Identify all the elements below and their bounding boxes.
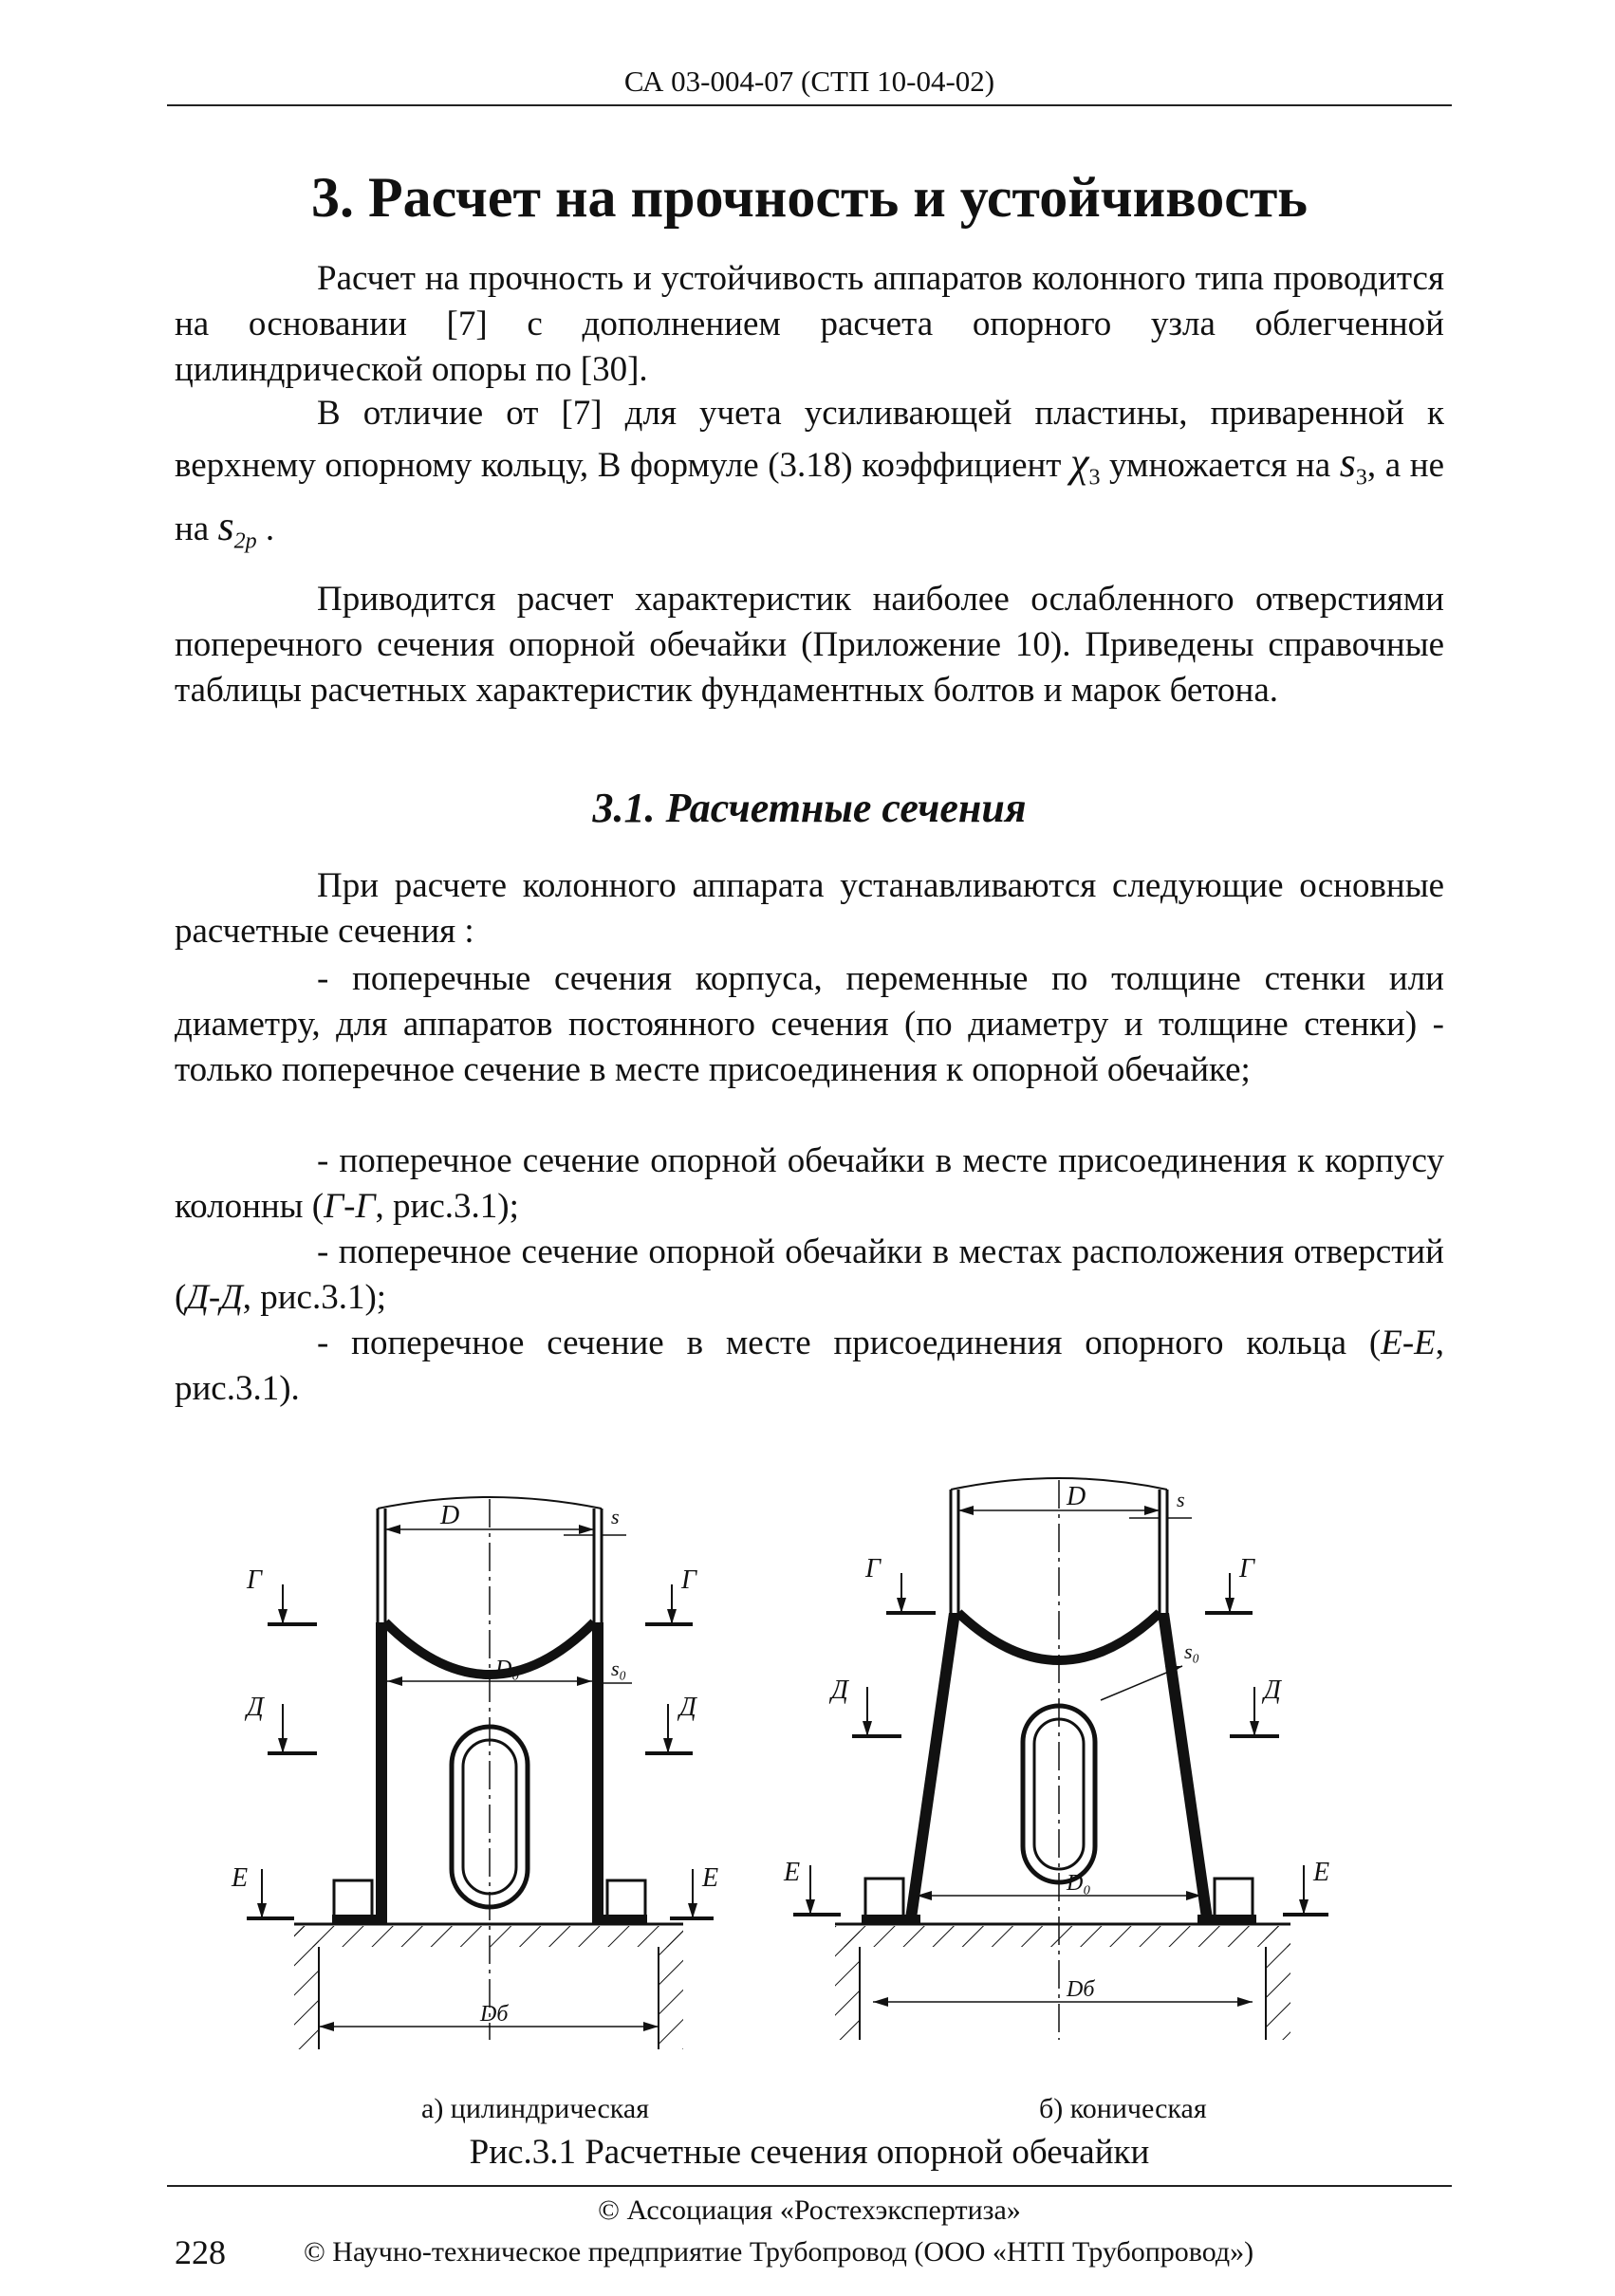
chapter-title: 3. Расчет на прочность и устойчивость: [310, 166, 1309, 229]
section-subtitle: 3.1. Расчетные сечения: [592, 785, 1027, 831]
s2p-subscript: 2p: [233, 528, 257, 554]
svg-text:Д: Д: [831, 1676, 848, 1705]
svg-text:D₀: D₀: [1067, 1871, 1091, 1896]
footer-copyright-1: © Ассоциация «Ростехэкспертиза»: [598, 2194, 1021, 2226]
svg-text:D: D: [440, 1501, 460, 1530]
conical-support-drawing: [783, 1478, 1329, 2040]
svg-text:D₀: D₀: [495, 1657, 520, 1681]
bullet-1-text: - поперечные сечения корпуса, переменные по толщине стенки или диаметру, для аппаратов постоянного сечения (по диаметру и толщине стенки) - только поперечное сечение в месте присоединения к опорной обечайке;: [175, 959, 1444, 1089]
bullet-2-text-a: - поперечное сечение опорной обечайки в месте присоединения к корпусу колонны (: [175, 1141, 1444, 1226]
svg-text:E: E: [1313, 1858, 1330, 1887]
intro-paragraph-2-text-d: .: [256, 509, 275, 549]
s3-symbol: s: [1339, 439, 1356, 486]
svg-text:s₀: s₀: [1184, 1639, 1200, 1663]
bullet-2-text-b: , рис.3.1);: [375, 1187, 519, 1226]
intro-paragraph-2-text-a: В отличие от [7] для учета усиливающей пластины, приваренной к верхнему опорному кольцу, В формуле (3.18) коэффициент: [175, 394, 1444, 485]
bullet-4-text-a: - поперечное сечение в месте присоединения опорного кольца (: [317, 1324, 1382, 1362]
svg-text:Д: Д: [1264, 1676, 1281, 1705]
svg-text:D: D: [1067, 1482, 1086, 1511]
bullet-4-text-b: , рис.3.1).: [175, 1324, 1444, 1408]
support-shell-figure: [232, 1452, 1347, 2059]
bullet-2: [175, 1139, 1444, 1230]
s3-subscript: 3: [1355, 465, 1367, 491]
intro-paragraph-2-text-c: , а не на: [175, 446, 1444, 549]
bullet-3-text-a: - поперечное сечение опорной обечайки в местах расположения отверстий (: [175, 1232, 1444, 1317]
footer-copyright-2: © Научно-техническое предприятие Трубопровод (ООО «НТП Трубопровод»): [304, 2236, 1254, 2268]
caption-conical: б) коническая: [1039, 2093, 1207, 2124]
svg-text:s: s: [1177, 1488, 1185, 1511]
bullet-3: [175, 1230, 1444, 1321]
bullet-2-section-ref: Г-Г: [324, 1187, 376, 1226]
footer-rule: [167, 2185, 1452, 2187]
caption-cylindrical: а) цилиндрическая: [421, 2093, 650, 2124]
chi-subscript: 3: [1088, 465, 1101, 491]
svg-text:s₀: s₀: [611, 1657, 627, 1680]
bullet-1: [175, 956, 1444, 1093]
bullet-3-text-b: , рис.3.1);: [242, 1278, 387, 1317]
intro-paragraph-2-text-b: умножается на: [1100, 446, 1340, 485]
chi-symbol: χ: [1070, 439, 1089, 486]
intro-paragraph-1-text: Расчет на прочность и устойчивость аппаратов колонного типа проводится на основании [7] с дополнением расчета опорного узла облегченной цилиндрической опоры по [30].: [175, 259, 1444, 389]
svg-text:Д: Д: [679, 1693, 696, 1722]
svg-text:Г: Г: [1239, 1554, 1254, 1583]
bullet-3-section-ref: Д-Д: [186, 1278, 243, 1317]
document-header: СА 03-004-07 (СТП 10-04-02): [623, 65, 995, 98]
svg-text:E: E: [232, 1863, 249, 1893]
cylindrical-support-drawing: [231, 1497, 718, 2049]
bullet-4-section-ref: Е-Е: [1381, 1324, 1436, 1362]
svg-text:E: E: [784, 1858, 801, 1887]
s2p-symbol: s: [217, 503, 234, 550]
intro-paragraph-3: [175, 577, 1444, 713]
header-rule: [167, 104, 1452, 106]
svg-text:Г: Г: [247, 1565, 262, 1595]
svg-text:Г: Г: [681, 1565, 696, 1595]
svg-text:Г: Г: [865, 1554, 881, 1583]
svg-text:Dб: Dб: [480, 2002, 509, 2027]
svg-text:s: s: [611, 1505, 620, 1528]
section-paragraph-1: [175, 863, 1444, 954]
figure-caption: Рис.3.1 Расчетные сечения опорной обечайки: [469, 2133, 1150, 2172]
svg-text:Д: Д: [247, 1693, 264, 1722]
page-number: 228: [175, 2233, 226, 2271]
intro-paragraph-2: [175, 389, 1444, 566]
bullet-4: [175, 1321, 1444, 1412]
svg-text:Dб: Dб: [1067, 1977, 1095, 2002]
svg-text:E: E: [702, 1863, 719, 1893]
intro-paragraph-1: [175, 256, 1444, 393]
section-paragraph-1-text: При расчете колонного аппарата устанавливаются следующие основные расчетные сечения :: [175, 866, 1444, 951]
intro-paragraph-3-text: Приводится расчет характеристик наиболее ослабленного отверстиями поперечного сечения опорной обечайки (Приложение 10). Приведены справочные таблицы расчетных характеристик фундаментных болтов и марок бетона.: [175, 580, 1444, 710]
